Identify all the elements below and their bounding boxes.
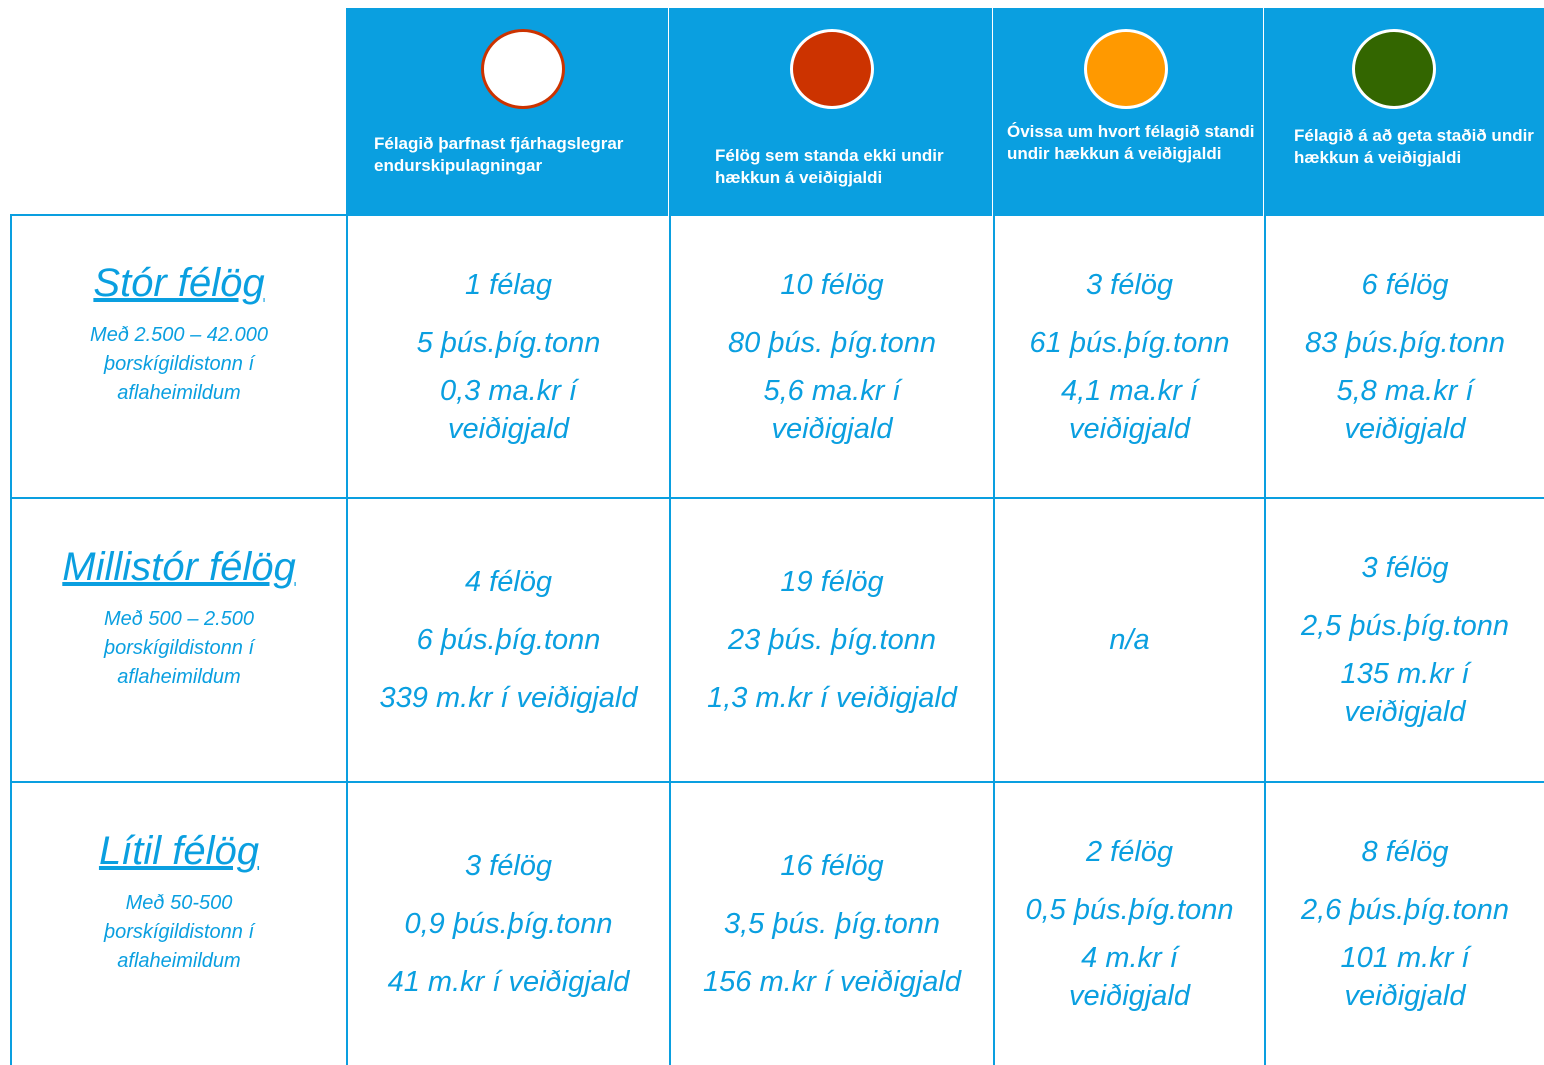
table-cell bbox=[995, 499, 1264, 781]
fishing-fee: 4 m.kr í veiðigjald bbox=[1069, 942, 1190, 1012]
quota-tonnage: 5 þús.þíg.tonn bbox=[416, 326, 601, 359]
company-count: 4 félög bbox=[464, 566, 553, 598]
quota-tonnage: 6 þús.þíg.tonn bbox=[416, 624, 601, 656]
quota-tonnage: 0,9 þús.þíg.tonn bbox=[404, 908, 613, 940]
not-available: n/a bbox=[1109, 624, 1150, 656]
company-count: 6 félög bbox=[1361, 268, 1449, 301]
table-cell bbox=[1266, 783, 1544, 1065]
table-cell bbox=[671, 216, 993, 497]
row-label-medium bbox=[12, 543, 346, 692]
quota-tonnage: 0,5 þús.þíg.tonn bbox=[1025, 894, 1234, 926]
fishing-fee: 1,3 m.kr í veiðigjald bbox=[707, 682, 957, 714]
table-cell bbox=[348, 783, 669, 1065]
red-circle-icon bbox=[790, 29, 874, 109]
quota-tonnage: 23 þús. þíg.tonn bbox=[728, 624, 936, 656]
green-circle-icon bbox=[1352, 29, 1436, 109]
table-cell bbox=[995, 783, 1264, 1065]
row-subtitle: Með 500 – 2.500 þorskígildistonn í aflaheimildum bbox=[103, 608, 255, 688]
table-cell bbox=[1266, 216, 1544, 497]
company-count: 1 félag bbox=[464, 268, 553, 301]
fishing-fee: 5,6 ma.kr í veiðigjald bbox=[763, 374, 901, 445]
row-label-small bbox=[12, 827, 346, 976]
company-count: 3 félög bbox=[1085, 268, 1174, 301]
fishing-fee: 4,1 ma.kr í veiðigjald bbox=[1061, 374, 1198, 445]
row-title[interactable]: Lítil félög bbox=[98, 829, 260, 873]
fishing-fee: 156 m.kr í veiðigjald bbox=[703, 966, 961, 998]
company-count: 16 félög bbox=[780, 850, 884, 882]
row-subtitle: Með 50-500 þorskígildistonn í aflaheimildum bbox=[103, 892, 255, 972]
quota-tonnage: 61 þús.þíg.tonn bbox=[1029, 326, 1230, 359]
row-subtitle: Með 2.500 – 42.000 þorskígildistonn í aflaheimildum bbox=[90, 324, 268, 404]
header-label: Félagið þarfnast fjárhagslegrar endurskipulagningar bbox=[374, 134, 624, 175]
fishing-fee: 339 m.kr í veiðigjald bbox=[379, 682, 638, 714]
header-label: Óvissa um hvort félagið standi undir hækkun á veiðigjaldi bbox=[1007, 122, 1255, 163]
header-label: Félagið á að geta staðið undir hækkun á veiðigjaldi bbox=[1294, 126, 1534, 167]
company-count: 10 félög bbox=[780, 268, 884, 301]
quota-tonnage: 2,5 þús.þíg.tonn bbox=[1301, 610, 1509, 642]
company-count: 2 félög bbox=[1085, 836, 1174, 868]
grid-line bbox=[10, 214, 348, 216]
table-cell bbox=[348, 216, 669, 497]
header-cell-can-afford bbox=[1266, 8, 1544, 216]
header-cell-uncertain bbox=[995, 8, 1263, 216]
fishing-fee: 5,8 ma.kr í veiðigjald bbox=[1336, 374, 1474, 445]
fishing-fee: 41 m.kr í veiðigjald bbox=[387, 966, 630, 998]
white-circle-icon bbox=[481, 29, 565, 109]
header-label: Félög sem standa ekki undir hækkun á veiðigjaldi bbox=[715, 146, 944, 187]
fishing-fee: 0,3 ma.kr í veiðigjald bbox=[440, 374, 577, 445]
header-cell-restructuring bbox=[348, 8, 668, 216]
quota-tonnage: 2,6 þús.þíg.tonn bbox=[1301, 894, 1509, 926]
quota-tonnage: 83 þús.þíg.tonn bbox=[1305, 326, 1505, 359]
quota-tonnage: 80 þús. þíg.tonn bbox=[728, 326, 936, 359]
table-cell bbox=[348, 499, 669, 781]
company-count: 19 félög bbox=[780, 566, 884, 598]
orange-circle-icon bbox=[1084, 29, 1168, 109]
company-count: 8 félög bbox=[1361, 836, 1449, 868]
row-title[interactable]: Stór félög bbox=[93, 261, 265, 305]
row-title[interactable]: Millistór félög bbox=[62, 545, 296, 589]
fishing-fee: 135 m.kr í veiðigjald bbox=[1340, 658, 1470, 728]
company-count: 3 félög bbox=[1361, 552, 1449, 584]
table-cell bbox=[671, 783, 993, 1065]
header-cell-cannot-afford bbox=[671, 8, 992, 216]
table-cell bbox=[671, 499, 993, 781]
table-cell bbox=[1266, 499, 1544, 781]
row-label-large bbox=[12, 259, 346, 408]
fishing-fee: 101 m.kr í veiðigjald bbox=[1340, 942, 1470, 1012]
company-count: 3 félög bbox=[464, 850, 553, 882]
quota-tonnage: 3,5 þús. þíg.tonn bbox=[723, 908, 941, 940]
table-cell bbox=[995, 216, 1264, 497]
